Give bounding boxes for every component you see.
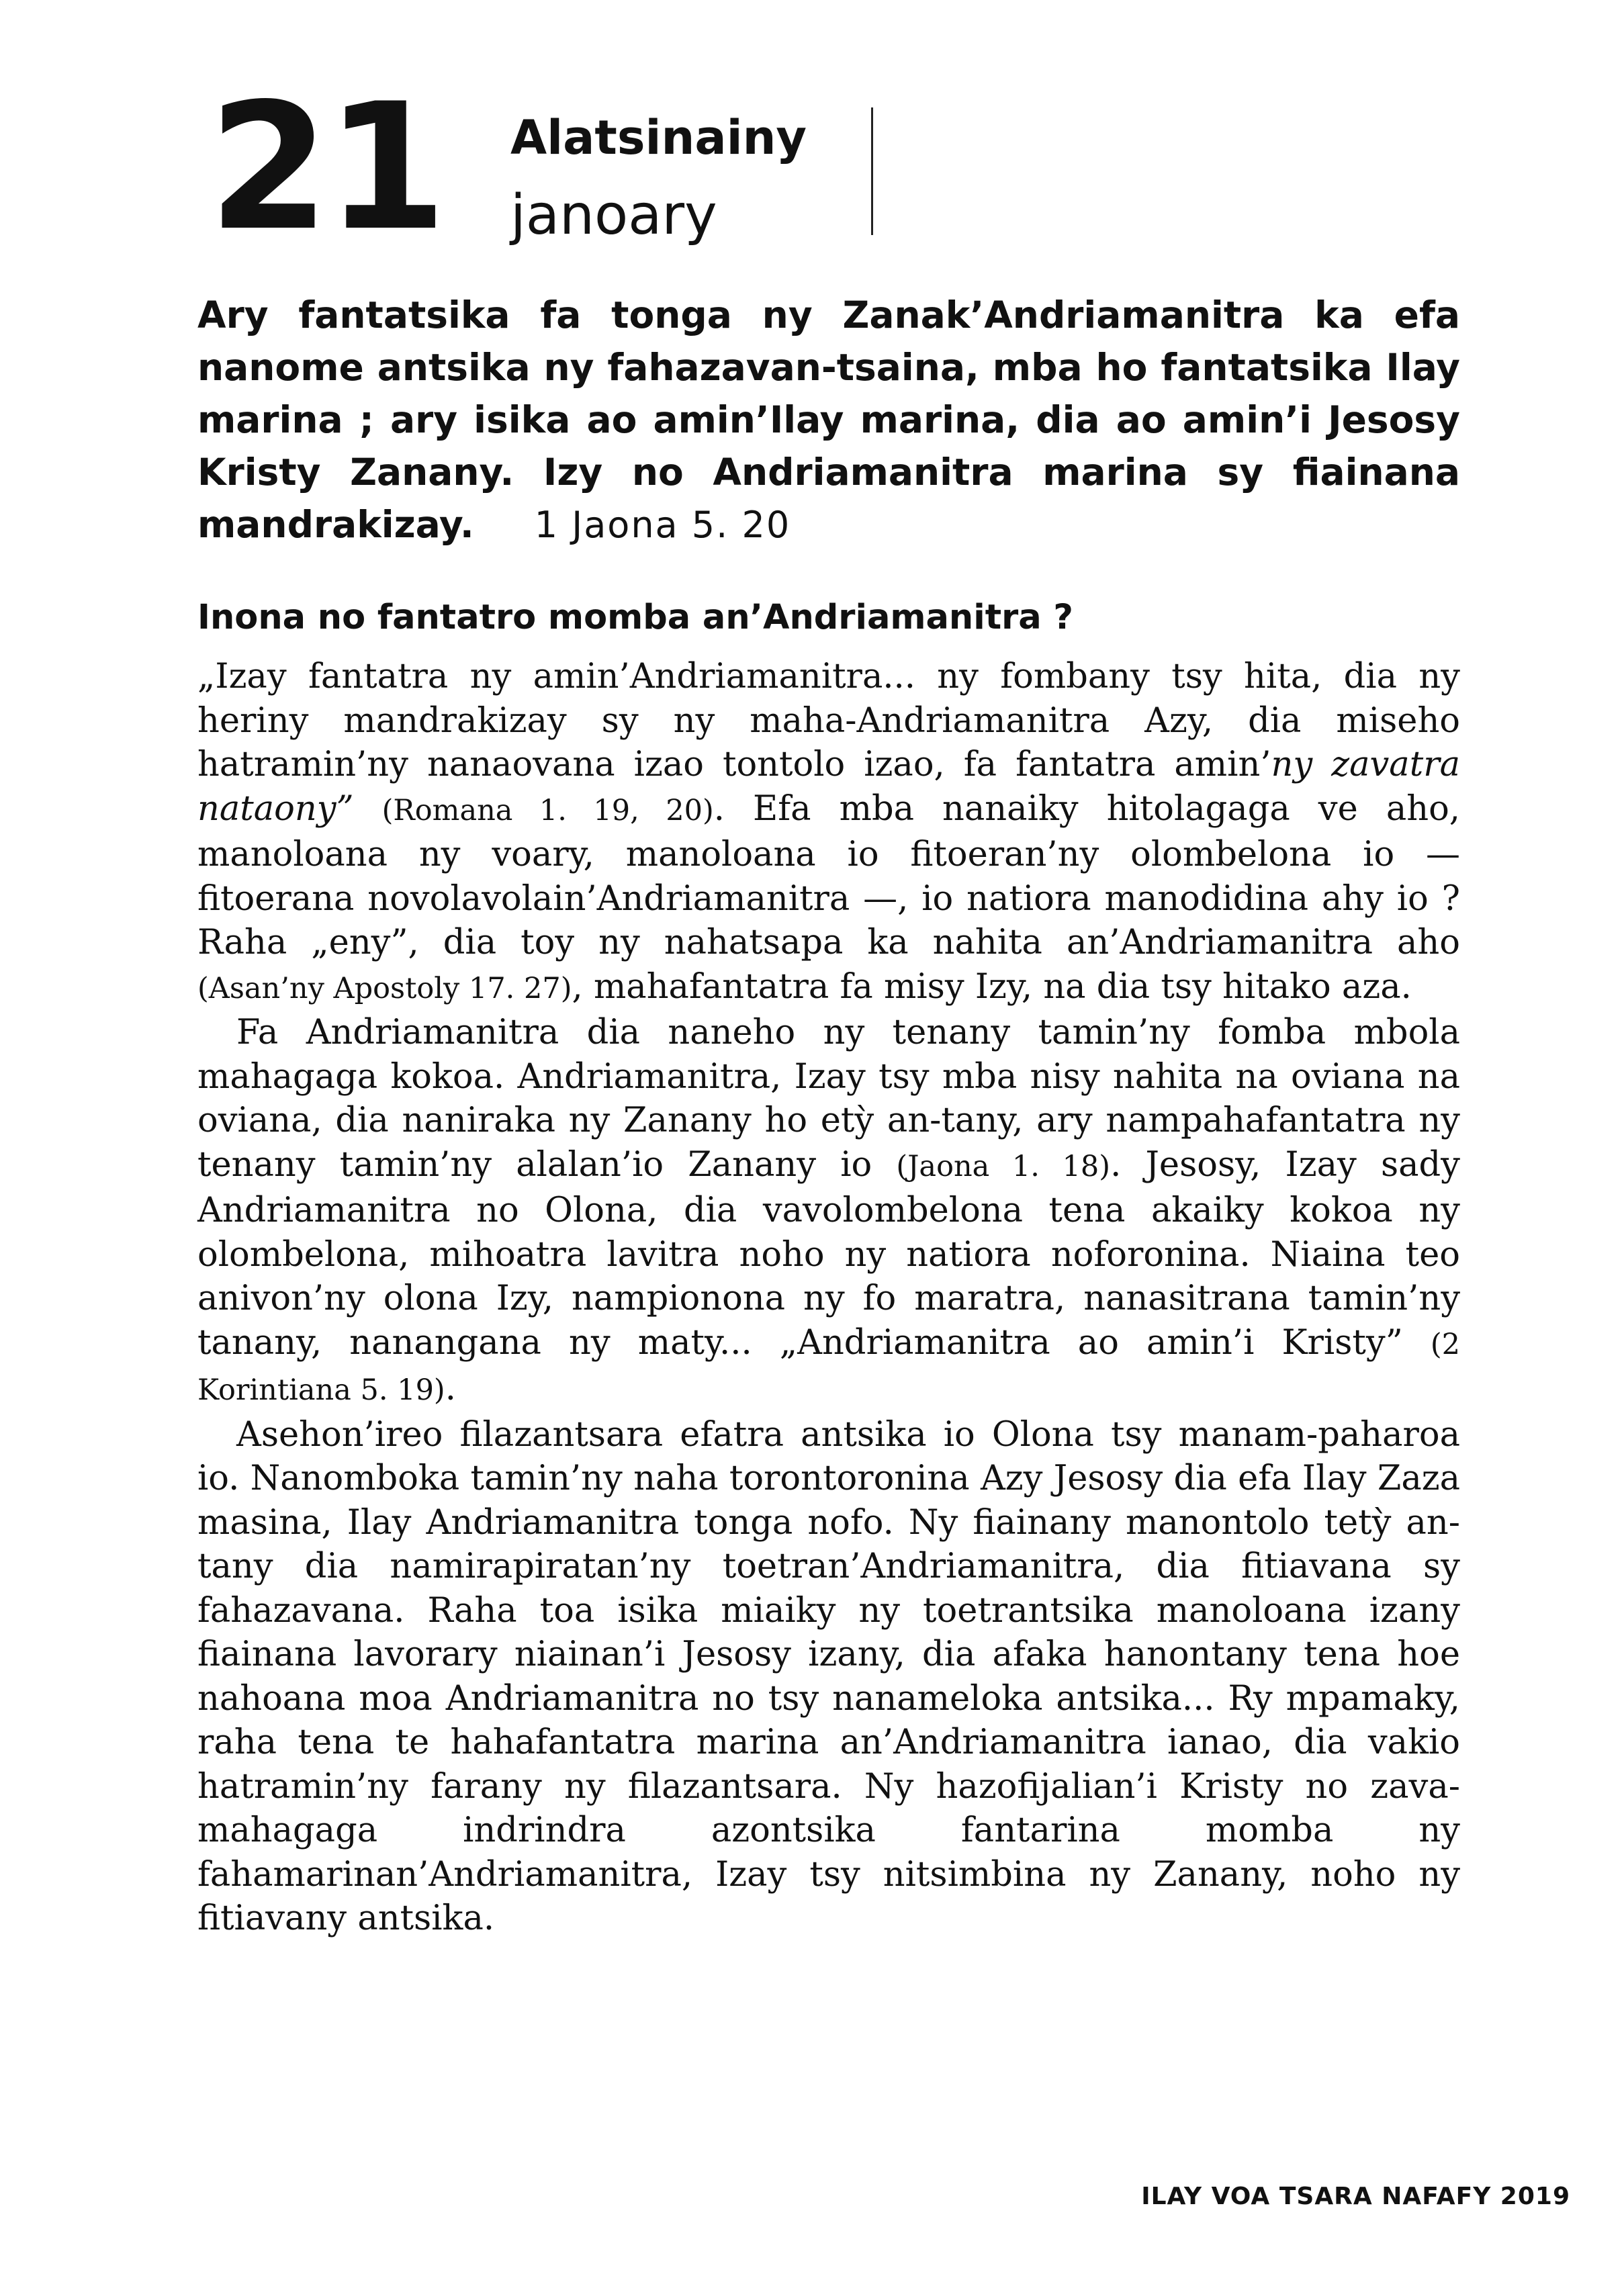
weekday-label: Alatsinainy <box>510 110 807 165</box>
verse-reference: 1 Jaona 5. 20 <box>534 504 791 546</box>
p2-text-1: Fa Andriamanitra dia naneho ny tenany tamin’ny fomba mbola mahagaga kokoa. Andriamanitra, Izay tsy mba nisy nahita na oviana na oviana, dia naniraka ny Zanany ho etỳ an-tany, ary nampahafantatra ny tenany tamin’ny alalan’io Zanany io <box>197 1013 1460 1185</box>
day-number: 21 <box>208 66 443 269</box>
p1-italic-quote: ny zavatra nataony” <box>197 745 1460 829</box>
p1-reference-1: (Romana 1. 19, 20) <box>381 793 714 827</box>
footer-publication: ILAY VOA TSARA NAFAFY 2019 <box>1141 2183 1570 2210</box>
paragraph-2 <box>197 1011 1460 1413</box>
article-body <box>197 655 1460 1941</box>
p1-text-2: . Efa mba nanaiky hitolagaga ve aho, manoloana ny voary, manoloana io fitoeran’ny olombelona io — fitoerana novolavolain’Andriamanitra —, io natiora manodidina ahy io ? Raha „eny”, dia toy ny nahatsapa ka nahita an’Andriamanitra aho <box>197 788 1460 962</box>
p2-text-3: . <box>445 1369 456 1408</box>
verse-text: Ary fantatsika fa tonga ny Zanak’Andriamanitra ka efa nanome antsika ny fahazavan-tsaina, mba ho fantatsika Ilay marina ; ary isika ao amin’Ilay marina, dia ao amin’i Jesosy Kristy Zanany. Izy no Andriamanitra marina sy fiainana mandrakizay. <box>197 293 1460 546</box>
header-divider <box>871 107 873 235</box>
p2-reference-2: (2 Korintiana 5. 19) <box>197 1327 1460 1407</box>
verse-block <box>197 289 1460 551</box>
month-label: janoary <box>510 183 717 247</box>
p1-reference-2: (Asan’ny Apostoly 17. 27) <box>197 971 572 1005</box>
p1-text-1: „Izay fantatra ny amin’Andriamanitra... ny fombany tsy hita, dia ny heriny mandrakizay sy ny maha-Andriamanitra Azy, dia miseho hatramin’ny nanaovana izao tontolo izao, fa fantatra amin’ <box>197 657 1460 784</box>
p2-reference-1: (Jaona 1. 18) <box>896 1149 1111 1183</box>
paragraph-1 <box>197 655 1460 1011</box>
p1-text-3: , mahafantatra fa misy Izy, na dia tsy hitako aza. <box>572 966 1412 1007</box>
p2-text-2: . Jesosy, Izay sady Andriamanitra no Olona, dia vavolombelona tena akaiky kokoa ny olombelona, mihoatra lavitra noho ny natiora noforonina. Niaina teo anivon’ny olona Izy, nampionona ny fo maratra, nanasitrana tamin’ny tanany, nanangana ny maty... „Andriamanitra ao amin’i Kristy” <box>197 1144 1460 1363</box>
paragraph-3: Asehon’ireo filazantsara efatra antsika io Olona tsy manam-paharoa io. Nanomboka tamin’ny naha torontoronina Azy Jesosy dia efa Ilay Zaza masina, Ilay Andriamanitra tonga nofo. Ny fiainany manontolo tetỳ an-tany dia namirapiratan’ny toetran’Andriamanitra, dia fitiavana sy fahazavana. Raha toa isika miaiky ny toetrantsika manoloana izany fiainana lavorary niainan’i Jesosy izany, dia afaka hanontany tena hoe nahoana moa Andriamanitra no tsy nanameloka antsika... Ry mpamaky, raha tena te hahafantatra marina an’Andriamanitra ianao, dia vakio hatramin’ny farany ny filazantsara. Ny hazofijalian’i Kristy no zava-mahagaga indrindra azontsika fantarina momba ny fahamarinan’Andriamanitra, Izay tsy nitsimbina ny Zanany, noho ny fitiavany antsika. <box>197 1414 1460 1938</box>
article-heading: Inona no fantatro momba an’Andriamanitra ? <box>197 598 1073 637</box>
